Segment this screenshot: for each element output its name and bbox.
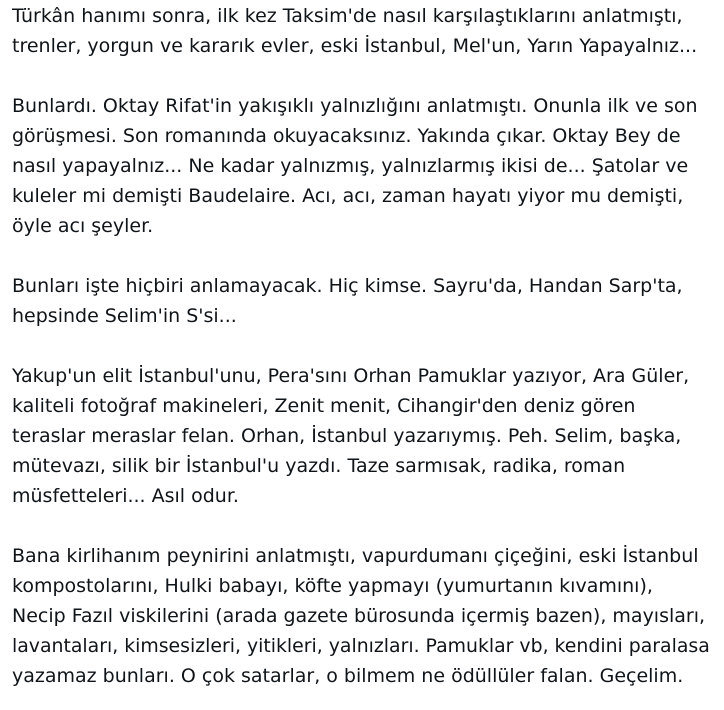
text-line: müsfetteleri... Asıl odur. — [12, 485, 239, 507]
paragraph — [12, 541, 714, 691]
paragraph — [12, 1, 714, 61]
text-line: Bunlardı. Oktay Rifat'in yakışıklı yalnızlığını anlatmıştı. Onunla ilk ve son — [12, 95, 698, 117]
text-line: öyle acı şeyler. — [12, 215, 154, 237]
text-line: yazamaz bunları. O çok satarlar, o bilmem ne ödüllüler falan. Geçelim. — [12, 665, 684, 687]
text-line: lavantaları, kimsesizleri, yitikleri, yalnızları. Pamuklar vb, kendini paralasa — [12, 635, 710, 657]
text-line: hepsinde Selim'in S'si... — [12, 305, 237, 327]
text-line: kaliteli fotoğraf makineleri, Zenit menit, Cihangir'den deniz gören — [12, 395, 636, 417]
text-line: görüşmesi. Son romanında okuyacaksınız. Yakında çıkar. Oktay Bey de — [12, 125, 681, 147]
paragraph — [12, 91, 714, 241]
text-line: Yakup'un elit İstanbul'unu, Pera'sını Orhan Pamuklar yazıyor, Ara Güler, — [12, 365, 690, 387]
text-line: teraslar meraslar felan. Orhan, İstanbul yazarıymış. Peh. Selim, başka, — [12, 425, 682, 447]
text-line: mütevazı, silik bir İstanbul'u yazdı. Taze sarmısak, radika, roman — [12, 455, 626, 477]
paragraph — [12, 361, 714, 511]
paragraph — [12, 271, 714, 331]
text-line: Bana kirlihanım peynirini anlatmıştı, vapurdumanı çiçeğini, eski İstanbul — [12, 545, 699, 567]
text-line: Türkân hanımı sonra, ilk kez Taksim'de nasıl karşılaştıklarını anlatmıştı, — [12, 5, 683, 27]
text-line: Bunları işte hiçbiri anlamayacak. Hiç kimse. Sayru'da, Handan Sarp'ta, — [12, 275, 683, 297]
text-line: trenler, yorgun ve kararık evler, eski İstanbul, Mel'un, Yarın Yapayalnız... — [12, 35, 698, 57]
text-line: kuleler mi demişti Baudelaire. Acı, acı, zaman hayatı yiyor mu demişti, — [12, 185, 684, 207]
text-line: nasıl yapayalnız... Ne kadar yalnızmış, yalnızlarmış ikisi de... Şatolar ve — [12, 155, 689, 177]
text-line: kompostolarını, Hulki babayı, köfte yapmayı (yumurtanın kıvamını), — [12, 575, 653, 597]
text-line: Necip Fazıl viskilerini (arada gazete bürosunda içermiş bazen), mayısları, — [12, 605, 706, 627]
